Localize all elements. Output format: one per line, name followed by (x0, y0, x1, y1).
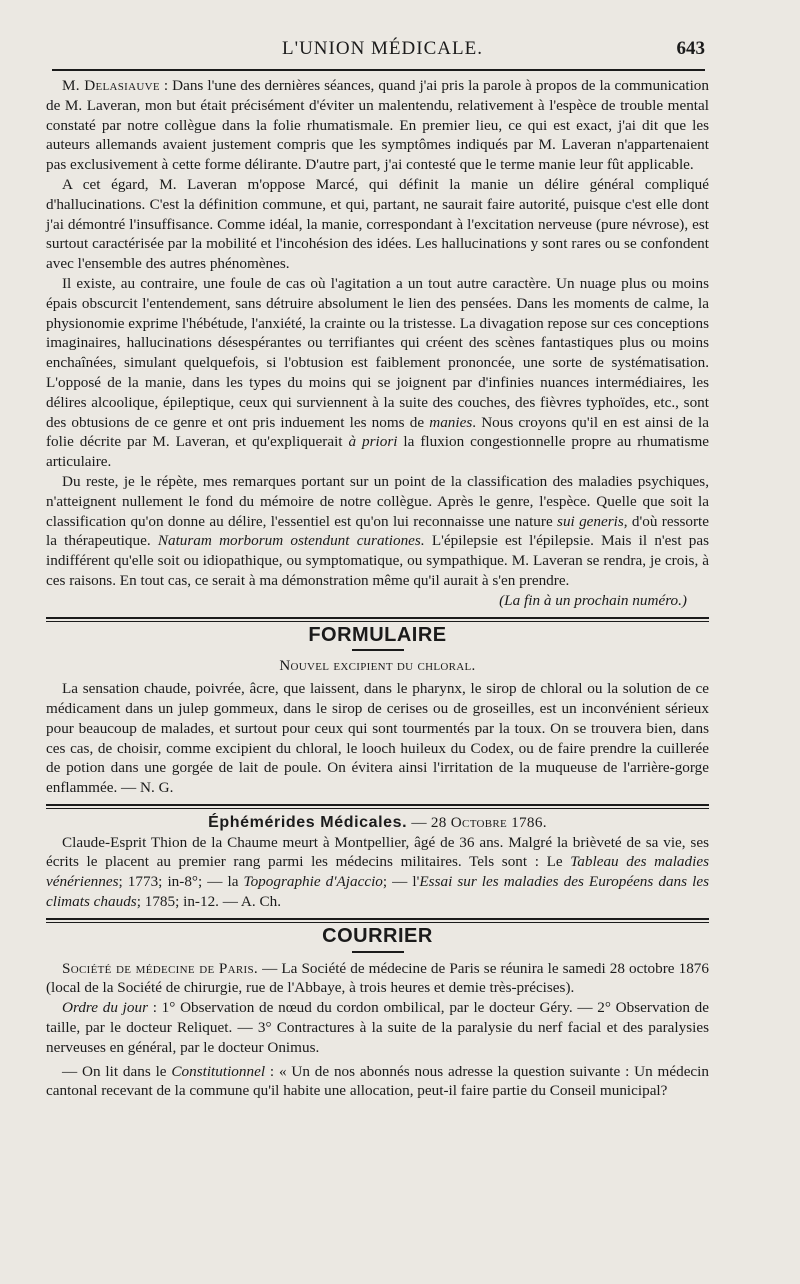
page-body (46, 76, 709, 1101)
ephemerides-text-b: ; 1773; in-8°; — la (118, 873, 244, 891)
term-a-priori: à priori (348, 433, 398, 451)
heading-underline (352, 951, 404, 953)
courrier-paragraph-1 (46, 959, 709, 999)
latin-quote: Naturam morborum ostendunt curationes. (157, 532, 425, 550)
header-rule (52, 69, 705, 71)
term-sui-generis: sui generis (557, 512, 624, 530)
ephemerides-date: — 28 Octobre 1786. (407, 813, 547, 831)
debate-paragraph-3-text-c: la fluxion congestionnelle propre au rhumatisme articulaire. (46, 433, 709, 471)
debate-paragraph-3-text-a: Il existe, au contraire, une foule de cas où l'agitation a un tout autre caractère. Un nuage plus ou moins épais obscurcit l'entendement, sans détruire absolument le lien des pensées. Dans les moments de calme, la physionomie exprime l'hébétude, l'anxiété, la crainte ou la tristesse. La divagation repose sur ces conceptions imaginaires, hallucinations désespérantes ou terrifiantes qui créent des scènes fantastiques plus ou moins enchaînées, simulant quelquefois, si l'obtusion est faiblement prononcée, une sorte de systématisation. L'opposé de la manie, dans les types du moins qui se joignent par d'infinies nuances intermédiaires, les délires alcoolique, épileptique, ceux qui surviennent à la suite des couches, des fièvres typhoïdes, etc., sont des obtusions de ce genre et ont pris induement les noms de (46, 274, 709, 431)
courrier-heading: COURRIER (322, 924, 433, 947)
formulaire-subheading: Nouvel excipient du chloral. (279, 658, 476, 675)
speaker-name: M. Delasiauve (62, 77, 160, 94)
newspaper-name: Constitutionnel (171, 1062, 266, 1080)
work-title-3: Essai sur les maladies des Européens dans les climats chauds (46, 873, 709, 911)
courrier-paragraph-1-text: — La Société de médecine de Paris se réunira le samedi 28 octobre 1876 (local de la Société de chirurgie, rue de l'Abbaye, à trois heures et demie très-précises). (46, 959, 709, 997)
heading-underline (352, 649, 404, 651)
debate-paragraph-3 (46, 274, 709, 472)
courrier-paragraph-3 (46, 1062, 709, 1102)
term-manies: manies (429, 413, 473, 431)
ephemerides-heading (46, 813, 709, 833)
running-title: L'UNION MÉDICALE. (282, 38, 483, 59)
ephemerides-text-d: ; 1785; in-12. — A. Ch. (136, 893, 281, 911)
debate-paragraph-4-text-c: L'épilepsie est l'épilepsie. Mais il n'est pas indifférent qu'elle soit ou idiopathique, ou symptomatique, ou sympathique. M. Laveran se rendra, je crois, à ces raisons. En tout cas, ce serait à ma démonstration même qu'il aurait à s'en prendre. (46, 532, 710, 589)
debate-paragraph-4-text-b: , d'où ressorte la thérapeutique. (46, 512, 710, 550)
section-divider (46, 918, 709, 923)
ephemerides-title: Éphémérides Médicales. (208, 813, 408, 831)
section-divider (46, 804, 709, 809)
society-name: Société de médecine de Paris. (62, 959, 259, 977)
courrier-paragraph-2-text: : 1° Observation de nœud du cordon ombilical, par le docteur Géry. — 2° Observation de taille, par le docteur Reliquet. — 3° Contractures à la suite de la paralysie du nerf facial et des paralysies nerveuses en général, par le docteur Onimus. (46, 999, 709, 1056)
courrier-paragraph-3-text-a: — On lit dans le (62, 1062, 172, 1080)
continuation-note: (La fin à un prochain numéro.) (499, 591, 687, 609)
debate-paragraph-4-text-a: Du reste, je le répète, mes remarques portant sur un point de la classification des maladies psychiques, n'atteignent nullement le fond du mémoire de notre collègue. Après le genre, l'espèce. Quelle que soit la classification qu'on donne au délire, l'essentiel est qu'on lui reconnaisse une nature (46, 472, 709, 530)
courrier-paragraph-3-text-b: : « Un de nos abonnés nous adresse la question suivante : Un médecin cantonal recevant de la commune qu'il habite une allocation, peut-il faire partie du Conseil municipal? (46, 1062, 709, 1100)
agenda-label: Ordre du jour (62, 999, 148, 1017)
ephemerides-text (46, 833, 709, 912)
debate-paragraph-2: A cet égard, M. Laveran m'oppose Marcé, qui définit la manie un délire général compliqué d'hallucinations. C'est la définition commune, et qui, partant, ne saurait faire autorité, puisque c'est elle dont j'ai démontré l'insuffisance. Comme idéal, la manie, correspondant à l'excitation nerveuse (pure névrose), est surtout caractérisée par la mobilité et l'incohésion des idées. Les hallucinations y sont rares ou se confondent avec l'ensemble des autres phénomènes. (46, 175, 709, 273)
running-header (60, 38, 705, 68)
page-number: 643 (676, 38, 705, 59)
work-title-2: Topographie d'Ajaccio (243, 873, 383, 891)
work-title-1: Tableau des maladies vénériennes (46, 853, 709, 891)
courrier-paragraph-2 (46, 998, 709, 1057)
debate-paragraph-4 (46, 472, 709, 591)
formulaire-heading: FORMULAIRE (308, 623, 447, 646)
debate-paragraph-3-text-b: . Nous croyons qu'il en est ainsi de la folie décrite par M. Laveran, et qu'expliquerait (46, 413, 709, 451)
section-divider (46, 617, 709, 622)
ephemerides-text-a: Claude-Esprit Thion de la Chaume meurt à Montpellier, âgé de 36 ans. Malgré la brièveté de sa vie, ses écrits le placent au premier rang parmi les médecins militaires. Tels sont : Le (46, 833, 709, 871)
debate-paragraph-1-text: : Dans l'une des dernières séances, quand j'ai pris la parole à propos de la communication de M. Laveran, mon but était précisément d'éviter un malentendu, relativement à l'espèce de trouble mental constaté par notre collègue dans la folie rhumatismale. En premier lieu, ce qui est exact, j'ai dit que les auteurs allemands avaient justement compris que les symptômes indiqués par M. Laveran n'appartenaient pas exclusivement à cette forme délirante. D'autre part, j'ai contesté que le terme manie leur fût applicable. (46, 77, 709, 174)
ephemerides-text-c: ; — l' (382, 873, 420, 891)
debate-paragraph-1 (46, 76, 709, 175)
formulaire-text: La sensation chaude, poivrée, âcre, que laissent, dans le pharynx, le sirop de chloral ou la solution de ce médicament dans un julep gommeux, dans le sirop de cerises ou de groseilles, est un inconvénient sérieux pour beaucoup de malades, et surtout pour ceux qui sont tourmentés par la toux. On se trouvera bien, dans ces cas, de choisir, comme excipient du chloral, le looch huileux du Codex, ou de faire prendre la cuillerée de potion dans une gorgée de lait de poule. On évitera ainsi l'irritation de la muqueuse de l'arrière-gorge enflammée. — N. G. (46, 680, 709, 797)
